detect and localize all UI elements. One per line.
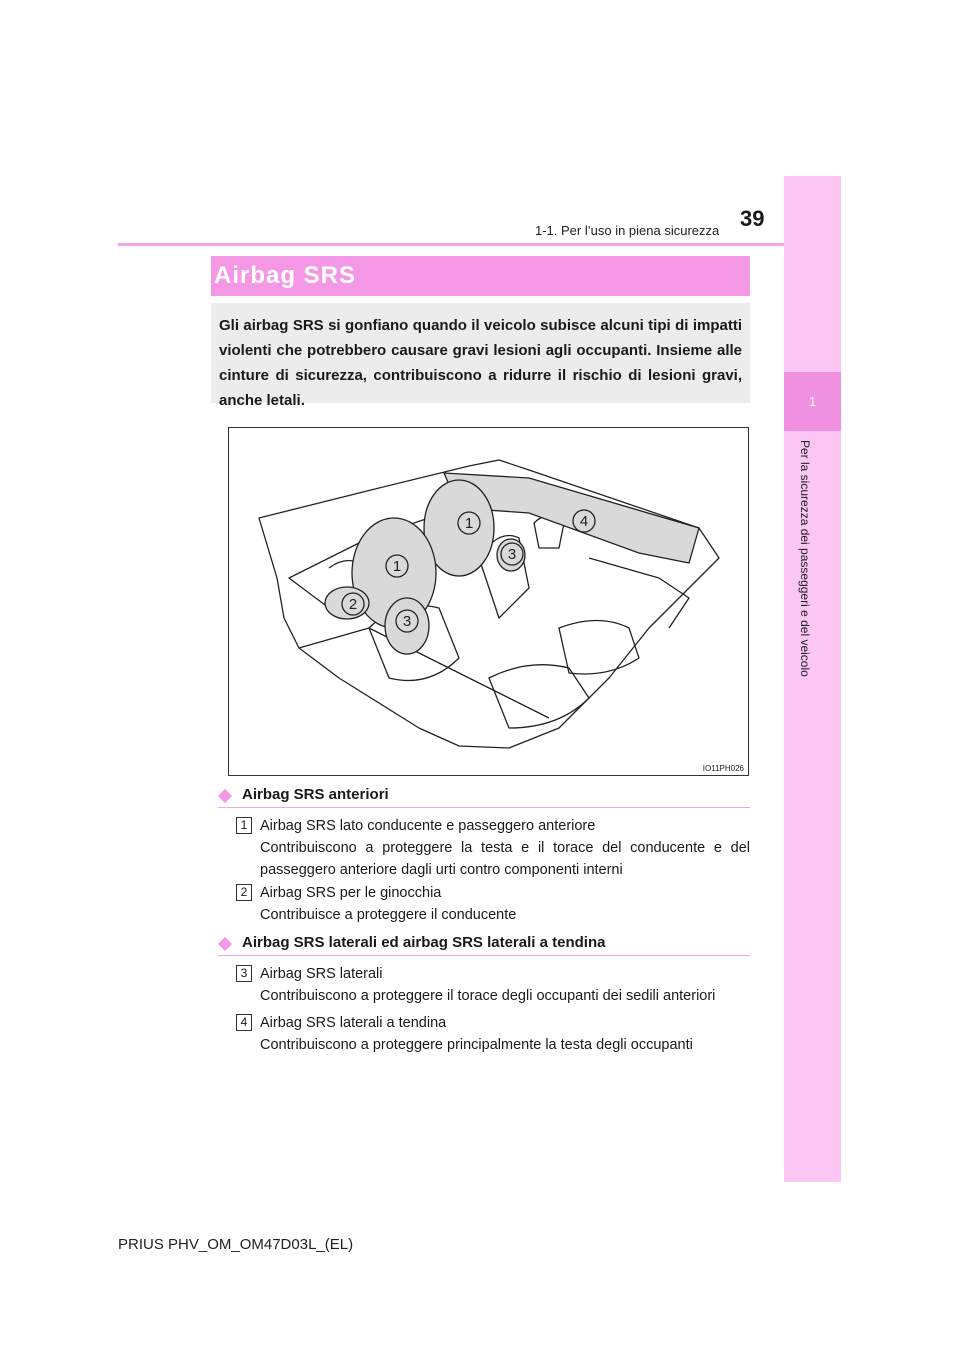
chapter-title: Per la sicurezza dei passeggeri e del veicolo xyxy=(798,440,812,677)
chapter-number: 1 xyxy=(808,394,817,409)
section-heading: Airbag SRS laterali ed airbag SRS laterali a tendina xyxy=(218,933,750,956)
item-number: 1 xyxy=(236,817,252,834)
page-number: 39 xyxy=(740,206,765,231)
item-title: Airbag SRS laterali a tendina xyxy=(260,1015,447,1031)
figure-code: IO11PH026 xyxy=(702,764,744,773)
item-number: 2 xyxy=(236,884,252,901)
page-title: Airbag SRS xyxy=(214,262,357,289)
item-number: 4 xyxy=(236,1014,252,1031)
intro-text: Gli airbag SRS si gonfiano quando il veicolo subisce alcuni tipi di impatti violenti che potrebbero causare gravi lesioni agli occupanti. Insieme alle cinture di sicurezza, contribuiscono a ridurre il rischio di lesioni gravi, anche letali. xyxy=(219,317,742,409)
chapter-number-tab xyxy=(784,372,841,431)
list-item xyxy=(236,882,750,926)
figure-callout: 1 xyxy=(464,515,474,532)
item-title: Airbag SRS lato conducente e passeggero anteriore xyxy=(260,818,596,834)
rear-seat-2 xyxy=(559,621,639,675)
item-description: Contribuiscono a proteggere principalmente la testa degli occupanti xyxy=(260,1037,693,1053)
item-description: Contribuiscono a proteggere il torace degli occupanti dei sedili anteriori xyxy=(260,988,716,1004)
item-title: Airbag SRS laterali xyxy=(260,966,383,982)
list-item xyxy=(236,1012,750,1056)
figure-callout: 2 xyxy=(348,596,358,613)
figure-callout: 3 xyxy=(402,613,412,630)
item-description: Contribuiscono a proteggere la testa e il torace del conducente e del passeggero anteriore dagli urti contro componenti interni xyxy=(260,840,750,878)
diamond-bullet-icon xyxy=(218,937,232,951)
page-title-bar xyxy=(211,256,750,296)
knee-airbag xyxy=(325,587,369,619)
diamond-bullet-icon xyxy=(218,789,232,803)
header-rule xyxy=(118,243,841,246)
airbag-illustration xyxy=(228,427,749,776)
item-number: 3 xyxy=(236,965,252,982)
list-item xyxy=(236,963,750,1007)
running-header: 1-1. Per l’uso in piena sicurezza xyxy=(535,223,720,238)
figure-callout: 1 xyxy=(392,558,402,575)
list-item xyxy=(236,815,750,881)
section-heading: Airbag SRS anteriori xyxy=(218,785,750,808)
item-title: Airbag SRS per le ginocchia xyxy=(260,885,442,901)
document-footer: PRIUS PHV_OM_OM47D03L_(EL) xyxy=(118,1236,354,1253)
figure-callout: 4 xyxy=(579,513,589,530)
chapter-side-tab xyxy=(784,176,841,1182)
item-description: Contribuisce a proteggere il conducente xyxy=(260,907,517,923)
intro-box xyxy=(211,303,750,409)
door-line xyxy=(589,558,689,628)
car-interior-drawing xyxy=(229,428,748,775)
figure-callout: 3 xyxy=(507,546,517,563)
